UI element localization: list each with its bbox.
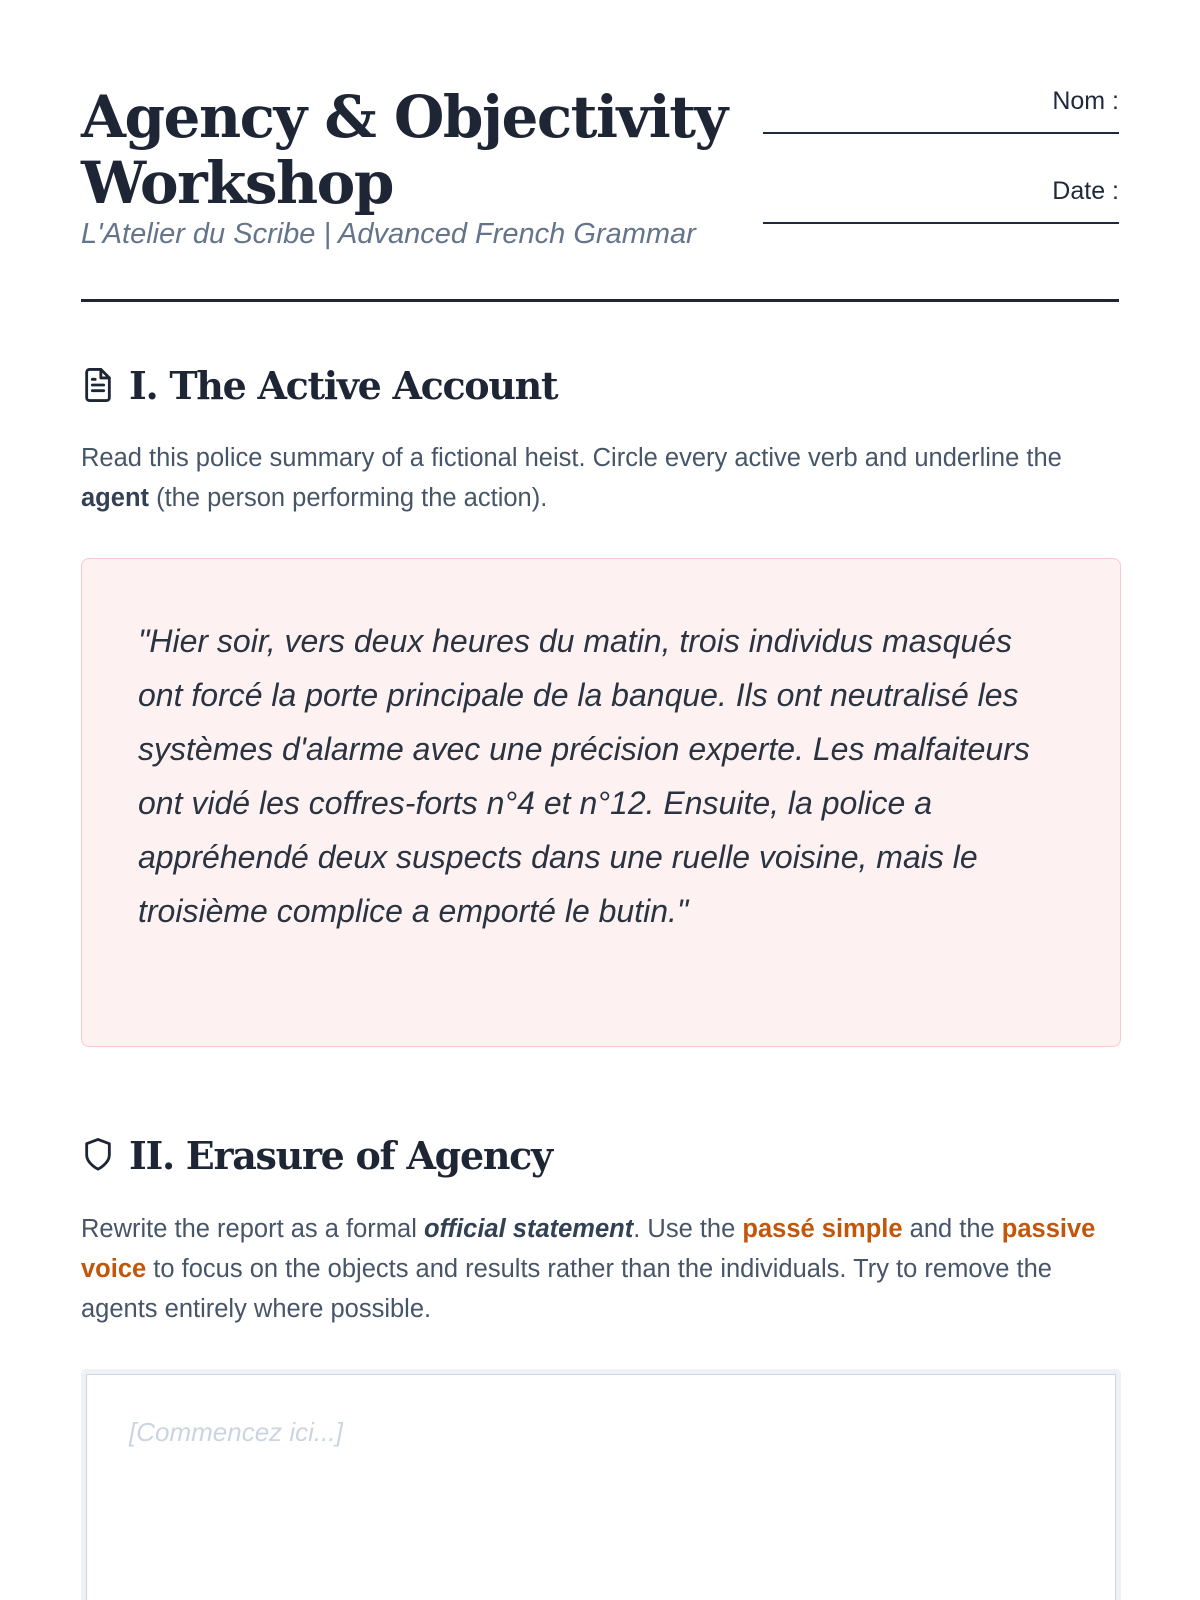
section-1-title: I. The Active Account xyxy=(129,362,558,408)
police-summary-box xyxy=(81,558,1121,1047)
instruction-passe-simple: passé simple xyxy=(742,1215,903,1243)
instruction-official-statement: official statement xyxy=(423,1215,634,1243)
date-field[interactable] xyxy=(763,222,1119,224)
section-2-instructions xyxy=(81,1209,1121,1329)
header-divider xyxy=(81,299,1119,302)
shield-icon xyxy=(81,1136,115,1174)
instruction-bold-agent: agent xyxy=(81,484,150,512)
worksheet-header xyxy=(81,0,1119,304)
page-subtitle: L'Atelier du Scribe | Advanced French Grammar xyxy=(81,218,696,250)
instruction-text: . Use the xyxy=(633,1215,743,1243)
instruction-text: Rewrite the report as a formal xyxy=(81,1215,424,1243)
instruction-text: to focus on the objects and results rather than the individuals. Try to remove the agents entirely where possible. xyxy=(81,1255,1052,1323)
instruction-text: (the person performing the action). xyxy=(149,484,548,512)
name-label: Nom : xyxy=(1052,87,1119,115)
name-field[interactable] xyxy=(763,132,1119,134)
police-summary-text: "Hier soir, vers deux heures du matin, trois individus masqués ont forcé la porte principale de la banque. Ils ont neutralisé les systèmes d'alarme avec une précision experte. Les malfaiteurs ont vidé les coffres-forts n°4 et n°12. Ensuite, la police a appréhendé deux suspects dans une ruelle voisine, mais le troisième complice a emporté le butin." xyxy=(138,623,1030,929)
instruction-text: Read this police summary of a fictional heist. Circle every active verb and underline the xyxy=(81,444,1062,472)
section-1-heading xyxy=(81,360,557,410)
instruction-text: and the xyxy=(902,1215,1002,1243)
document-icon xyxy=(81,366,115,404)
page-title: Agency & Objectivity Workshop xyxy=(81,83,727,217)
answer-box[interactable] xyxy=(81,1369,1121,1600)
instruction-passive-voice: passive voice xyxy=(81,1215,1096,1283)
answer-area[interactable] xyxy=(86,1374,1116,1600)
section-2-heading xyxy=(81,1130,552,1180)
section-2-title: II. Erasure of Agency xyxy=(129,1132,552,1178)
date-label: Date : xyxy=(1052,177,1119,205)
section-1-instructions xyxy=(81,438,1121,518)
answer-placeholder: [Commencez ici...] xyxy=(129,1417,343,1447)
student-info-fields xyxy=(763,84,1119,224)
